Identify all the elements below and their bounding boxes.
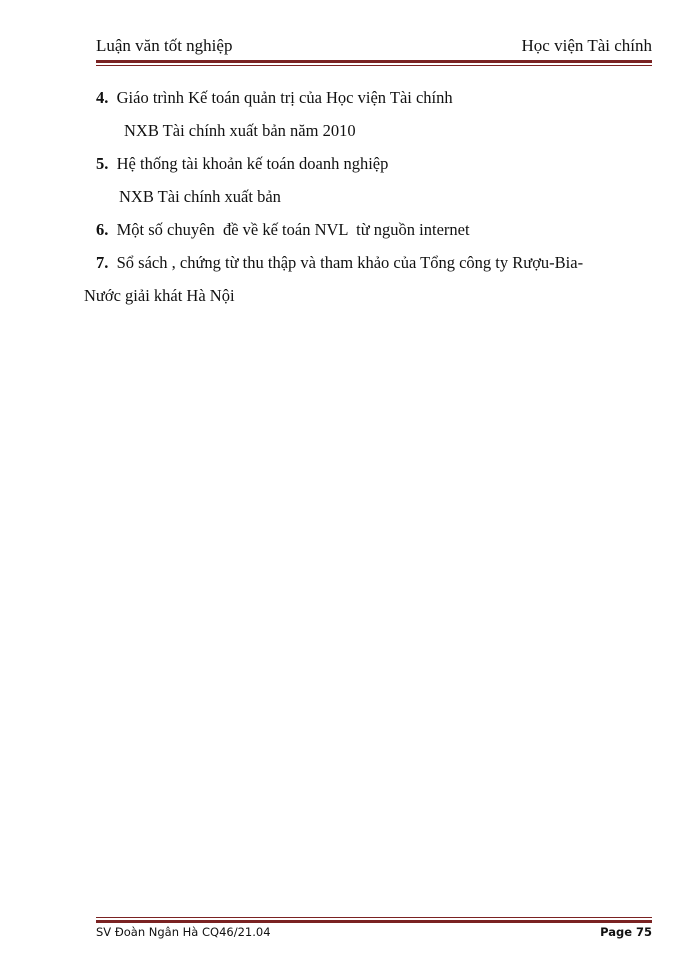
reference-item-7: 7. Sổ sách , chứng từ thu thập và tham khảo của Tổng công ty Rượu-Bia-: [96, 253, 584, 272]
footer-author: SV Đoàn Ngân Hà CQ46/21.04: [96, 925, 271, 939]
header-institution: Học viện Tài chính: [521, 36, 652, 55]
reference-title: Sổ sách , chứng từ thu thập và tham khảo của Tổng công ty Rượu-Bia-: [116, 253, 584, 272]
footer-rule-thin: [96, 917, 652, 918]
page-number: Page 75: [600, 925, 652, 939]
reference-title: Hệ thống tài khoản kế toán doanh nghiệp: [116, 154, 389, 173]
header-rule-thick: [96, 60, 652, 63]
footer-rule-thick: [96, 920, 652, 923]
reference-detail: NXB Tài chính xuất bản: [119, 187, 281, 206]
reference-continuation: Nước giải khát Hà Nội: [84, 286, 235, 305]
header-thesis-title: Luận văn tốt nghiệp: [96, 36, 233, 55]
header-rule-thin: [96, 65, 652, 66]
reference-title: Giáo trình Kế toán quản trị của Học viện Tài chính: [116, 88, 453, 107]
reference-item-6: 6. Một số chuyên đề về kế toán NVL từ nguồn internet: [96, 220, 470, 239]
reference-title: Một số chuyên đề về kế toán NVL từ nguồn internet: [116, 220, 470, 239]
reference-detail: NXB Tài chính xuất bản năm 2010: [124, 121, 356, 140]
reference-item-4: 4. Giáo trình Kế toán quản trị của Học viện Tài chính: [96, 88, 453, 107]
reference-item-5: 5. Hệ thống tài khoản kế toán doanh nghiệp: [96, 154, 389, 173]
